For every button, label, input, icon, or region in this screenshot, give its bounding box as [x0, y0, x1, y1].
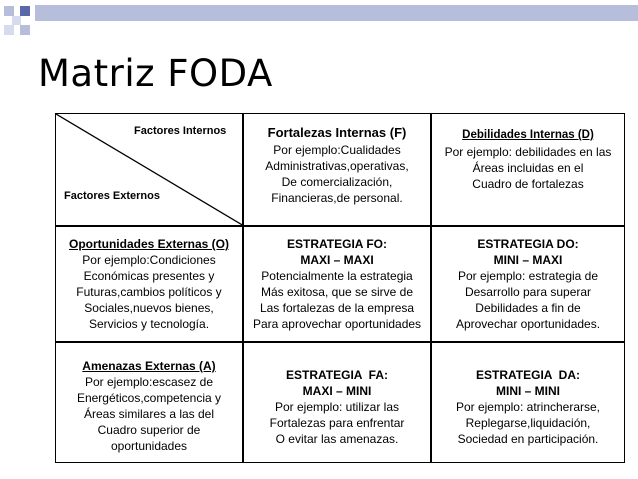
- opportunities-cell: [56, 236, 242, 340]
- fo-strategy-line: Potencialmente la estrategia: [261, 269, 413, 283]
- fa-strategy-line: Por ejemplo: utilizar las: [274, 400, 400, 414]
- strengths-line: Financieras,de personal.: [271, 191, 403, 205]
- fo-strategy-line: Las fortalezas de la empresa: [259, 301, 415, 315]
- do-strategy-line: Desarrollo para superar: [464, 285, 592, 299]
- fo-strategy-cell: [244, 236, 430, 340]
- do-strategy-line: Debilidades a fin de: [475, 301, 581, 315]
- do-strategy-heading: ESTRATEGIA DO:: [477, 237, 579, 251]
- do-strategy-cell: [432, 236, 624, 340]
- fo-strategy-line: Más exitosa, que se sirve de: [260, 285, 414, 299]
- swot-matrix: [55, 113, 625, 463]
- do-strategy-line: Por ejemplo: estrategia de: [457, 269, 599, 283]
- decor-square: [4, 25, 14, 35]
- internal-factors-label: Factores Internos: [134, 125, 227, 137]
- strengths-cell: [244, 124, 430, 224]
- fa-strategy-cell: [244, 367, 430, 462]
- weaknesses-line: Áreas incluidas en el: [472, 161, 584, 175]
- da-strategy-heading: ESTRATEGIA DA:: [476, 368, 580, 382]
- decor-top-bar: [35, 5, 638, 21]
- decor-square: [12, 16, 21, 25]
- slide-title: Matriz FODA: [38, 52, 273, 95]
- strengths-line: De comercialización,: [281, 175, 393, 189]
- threats-line: Por ejemplo:escasez de: [84, 375, 214, 389]
- decor-square: [20, 25, 30, 35]
- da-strategy-subheading: MINI – MINI: [495, 384, 560, 398]
- threats-line: Áreas similares a las del: [83, 407, 215, 421]
- fo-strategy-heading: ESTRATEGIA FO:: [287, 237, 387, 251]
- decor-square: [20, 6, 30, 16]
- fa-strategy-heading: ESTRATEGIA FA:: [286, 368, 388, 382]
- threats-heading: Amenazas Externas (A): [82, 359, 216, 373]
- strengths-heading: Fortalezas Internas (F): [267, 125, 407, 140]
- decor-square: [4, 6, 14, 16]
- threats-cell: [56, 358, 242, 462]
- opportunities-line: Futuras,cambios políticos y: [76, 285, 222, 299]
- da-strategy-line: Replegarse,liquidación,: [465, 416, 591, 430]
- opportunities-line: Económicas presentes y: [83, 269, 215, 283]
- strengths-line: Por ejemplo:Cualidades: [273, 143, 401, 157]
- opportunities-line: Sociales,nuevos bienes,: [84, 301, 214, 315]
- strengths-line: Administrativas,operativas,: [265, 159, 409, 173]
- external-factors-label: Factores Externos: [64, 190, 160, 202]
- da-strategy-line: Sociedad en participación.: [457, 432, 599, 446]
- da-strategy-line: Por ejemplo: atrincherarse,: [455, 400, 601, 414]
- opportunities-heading: Oportunidades Externas (O): [68, 237, 230, 251]
- fa-strategy-line: Fortalezas para enfrentar: [269, 416, 405, 430]
- fa-strategy-subheading: MAXI – MINI: [302, 384, 372, 398]
- fo-strategy-line: Para aprovechar oportunidades: [252, 317, 422, 331]
- weaknesses-cell: [432, 126, 624, 226]
- threats-line: Cuadro superior de: [97, 423, 201, 437]
- do-strategy-line: Aprovechar oportunidades.: [455, 317, 601, 331]
- opportunities-line: Por ejemplo:Condiciones: [82, 253, 216, 267]
- opportunities-line: Servicios y tecnología.: [88, 317, 210, 331]
- fa-strategy-line: O evitar las amenazas.: [275, 432, 399, 446]
- do-strategy-subheading: MINI – MAXI: [493, 253, 563, 267]
- weaknesses-heading: Debilidades Internas (D): [462, 129, 594, 141]
- grid-divider: [56, 341, 624, 343]
- threats-line: Energéticos,competencia y: [76, 391, 222, 405]
- weaknesses-line: Cuadro de fortalezas: [472, 177, 584, 191]
- da-strategy-cell: [432, 367, 624, 462]
- weaknesses-line: Por ejemplo: debilidades en las: [444, 145, 612, 159]
- threats-line: oportunidades: [110, 439, 188, 453]
- fo-strategy-subheading: MAXI – MAXI: [300, 253, 374, 267]
